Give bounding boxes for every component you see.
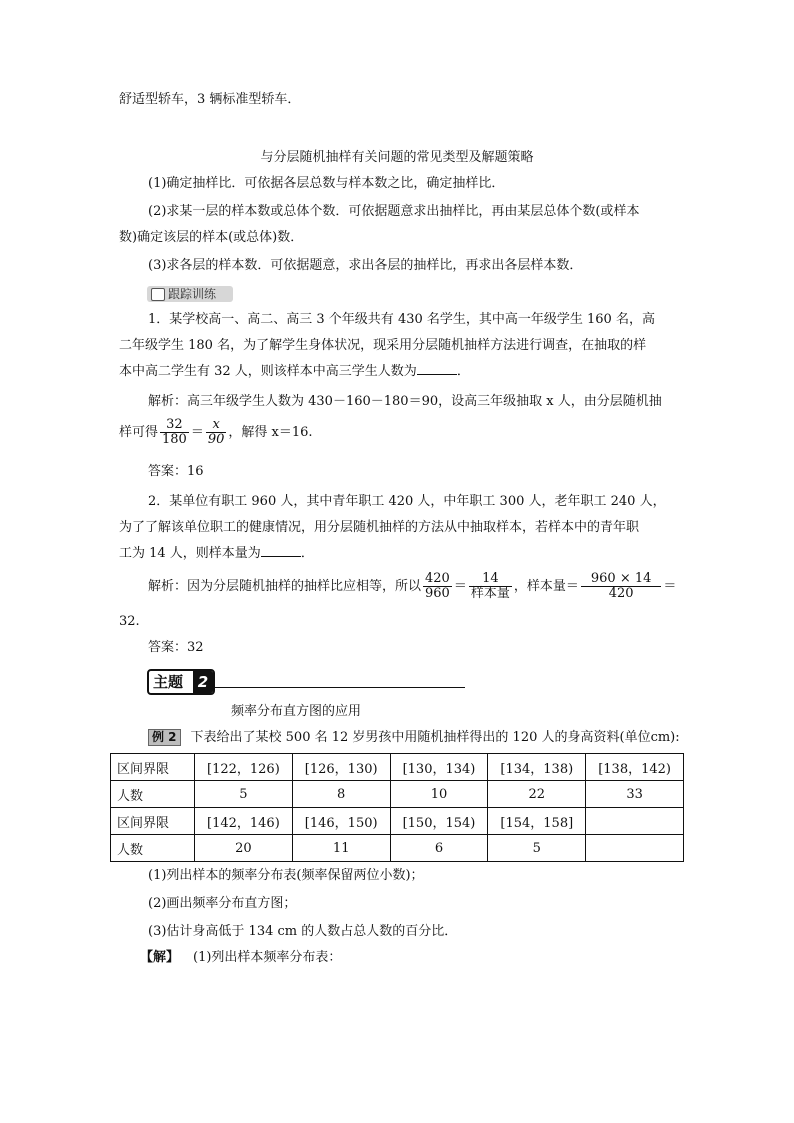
q1-solution-b: 样可得 $\frac{32}{180}$ ＝ $\frac{x}{90}$ ，解得 x＝16. bbox=[119, 417, 313, 447]
table-row bbox=[111, 808, 684, 835]
table-cell: 22 bbox=[488, 781, 586, 808]
table-cell: [150，154) bbox=[390, 808, 488, 835]
fraction: $\frac{420}{960}$ bbox=[425, 571, 450, 601]
answer-blank bbox=[417, 362, 457, 375]
q1-line3-text: 本中高二学生有 32 人，则该样本中高三学生人数为 bbox=[119, 364, 417, 379]
q2-line3: 工为 14 人，则样本量为 ． bbox=[119, 546, 314, 561]
strategy-1: (1)确定抽样比．可依据各层总数与样本数之比，确定抽样比． bbox=[148, 176, 505, 191]
fraction: $\frac{32}{180}$ bbox=[162, 417, 187, 447]
fraction: $\frac{14}{\text{样本量}}$ bbox=[470, 571, 510, 601]
example-line bbox=[148, 728, 680, 748]
table-cell: [142，146) bbox=[195, 808, 293, 835]
q2-answer: 答案：32 bbox=[148, 640, 204, 655]
q2-line1: 2．某单位有职工 960 人，其中青年职工 420 人，中年职工 300 人，老年职工 240 人， bbox=[148, 494, 666, 509]
table-cell: [130，134) bbox=[390, 754, 488, 781]
strategy-2-cont: 数)确定该层的样本(或总体)数． bbox=[119, 230, 304, 245]
q2-line2: 为了了解该单位职工的健康情况，用分层随机抽样的方法从中抽取样本，若样本中的青年职 bbox=[119, 520, 640, 535]
height-table bbox=[110, 753, 684, 862]
q2-solution: 解析：因为分层随机抽样的抽样比应相等，所以 $\frac{420}{960}$ ＝ $\frac{14}{\text{样本量}}$ ，样本量＝ $\frac{960 \times 14}{420}$ ＝ bbox=[148, 571, 677, 601]
q1-answer: 答案：16 bbox=[148, 464, 204, 479]
q1-solution-a: 解析：高三年级学生人数为 430－160－180＝90，设高三年级抽取 x 人，由分层随机抽 bbox=[148, 394, 662, 409]
table-row bbox=[111, 835, 684, 862]
strategy-3: (3)求各层的样本数．可依据题意，求出各层的抽样比，再求出各层样本数． bbox=[148, 258, 583, 273]
table-cell bbox=[586, 808, 684, 835]
fraction: $\frac{x}{90}$ bbox=[207, 417, 225, 447]
theme-number: 2 bbox=[193, 671, 213, 693]
q1-line1: 1．某学校高一、高二、高三 3 个年级共有 430 名学生，其中高一年级学生 160 名，高 bbox=[148, 312, 655, 327]
table-row bbox=[111, 754, 684, 781]
table-cell: 10 bbox=[390, 781, 488, 808]
section-title: 频率分布直方图的应用 bbox=[231, 704, 362, 719]
table-cell: 20 bbox=[195, 835, 293, 862]
q2-solution-cont: 32. bbox=[119, 614, 140, 629]
table-cell: 区间界限 bbox=[111, 808, 195, 835]
theme-divider bbox=[211, 687, 465, 688]
table-cell: 人数 bbox=[111, 835, 195, 862]
solution-label: 【解】 bbox=[140, 950, 180, 965]
example-badge: 例 2 bbox=[148, 729, 181, 746]
task-2: (2)画出频率分布直方图； bbox=[148, 896, 297, 911]
theme-badge bbox=[147, 669, 215, 695]
practice-badge bbox=[147, 286, 233, 302]
fraction: $\frac{960 \times 14}{420}$ bbox=[581, 572, 662, 601]
table-row bbox=[111, 781, 684, 808]
answer-blank bbox=[261, 544, 301, 557]
practice-label: 跟踪训练 bbox=[168, 287, 217, 301]
task-1: (1)列出样本的频率分布表(频率保留两位小数)； bbox=[148, 868, 424, 883]
intro-line: 舒适型轿车，3 辆标准型轿车． bbox=[119, 92, 301, 107]
table-cell: [134，138) bbox=[488, 754, 586, 781]
strategy-heading: 与分层随机抽样有关问题的常见类型及解题策略 bbox=[260, 150, 534, 165]
table-cell: 33 bbox=[586, 781, 684, 808]
table-cell: 11 bbox=[292, 835, 390, 862]
table-cell: [146，150) bbox=[292, 808, 390, 835]
table-cell: [154，158] bbox=[488, 808, 586, 835]
table-cell: 5 bbox=[488, 835, 586, 862]
solution-line bbox=[140, 948, 341, 968]
q1-line2: 二年级学生 180 名，为了解学生身体状况，现采用分层随机抽样方法进行调查，在抽取的样 bbox=[119, 338, 647, 353]
example-text: 下表给出了某校 500 名 12 岁男孩中用随机抽样得出的 120 人的身高资料(单位cm): bbox=[190, 730, 680, 745]
table-cell: 5 bbox=[195, 781, 293, 808]
table-cell: [138，142) bbox=[586, 754, 684, 781]
table-cell: [126，130) bbox=[292, 754, 390, 781]
table-cell: 人数 bbox=[111, 781, 195, 808]
practice-icon bbox=[151, 288, 165, 301]
theme-label: 主题 bbox=[153, 673, 184, 691]
strategy-2: (2)求某一层的样本数或总体个数．可依据题意求出抽样比，再由某层总体个数(或样本 bbox=[148, 204, 640, 219]
table-cell: 区间界限 bbox=[111, 754, 195, 781]
table-cell: 6 bbox=[390, 835, 488, 862]
task-3: (3)估计身高低于 134 cm 的人数占总人数的百分比． bbox=[148, 924, 458, 939]
table-cell: 8 bbox=[292, 781, 390, 808]
table-cell: [122，126) bbox=[195, 754, 293, 781]
solution-text: (1)列出样本频率分布表： bbox=[193, 950, 342, 965]
q1-line3: 本中高二学生有 32 人，则该样本中高三学生人数为 ． bbox=[119, 364, 470, 379]
table-cell bbox=[586, 835, 684, 862]
